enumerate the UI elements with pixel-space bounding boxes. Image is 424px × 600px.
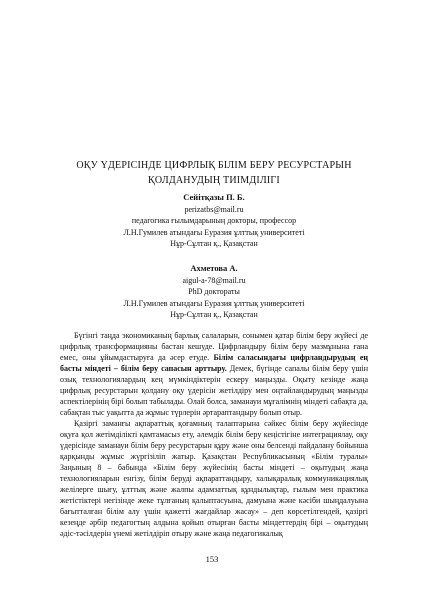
author-city: Нұр-Сұлтан қ., Қазақстан xyxy=(170,239,258,248)
paper-title xyxy=(60,158,368,188)
paragraph-1-bold: Білім саласындағы цифрландырудың ең басты міндеті – білім беру сапасын арттыру. xyxy=(60,353,368,373)
page-number: 153 xyxy=(205,554,219,564)
author-block-2 xyxy=(60,263,368,321)
paper-title-line-1: ОҚУ ҮДЕРІСІНДЕ ЦИФРЛЫҚ БІЛІМ БЕРУ РЕСУРСТАРЫН xyxy=(76,160,352,171)
paragraph-1-start: Бүгінгі таңда экономиканың барлық салаларын, сонымен қатар білім беру жүйесі де цифрлық трансформацияны бастан кешуде. Цифрландыру білім беру мазмұнына ғана емес, оны ұйымдастыруға да әсер етуде. xyxy=(60,331,368,362)
author-degree: педагогика ғылымдарының докторы, профессор xyxy=(131,216,297,225)
author-email: perizatbs@mail.ru xyxy=(184,204,244,214)
author-name: Сейітқазы П. Б. xyxy=(183,192,245,202)
author-name: Ахметова А. xyxy=(190,263,238,273)
paper-title-line-2: ҚОЛДАНУДЫҢ ТИІМДІЛІГІ xyxy=(148,175,280,186)
author-block-1 xyxy=(60,192,368,250)
author-university: Л.Н.Гумилев атындағы Еуразия ұлттық университеті xyxy=(123,298,305,308)
author-university: Л.Н.Гумилев атындағы Еуразия ұлттық университеті xyxy=(123,227,305,237)
author-degree: PhD доктораты xyxy=(188,287,240,296)
body-text xyxy=(60,330,368,539)
author-city: Нұр-Сұлтан қ., Қазақстан xyxy=(170,310,258,319)
paragraph-1 xyxy=(60,330,368,418)
author-email: aigul-a-78@mail.ru xyxy=(182,275,246,285)
paragraph-1-end: Демек, бүгінде сапалы білім беру үшін озық технологиялардың кең мүмкіндіктерін ескеру маңызды. Оқыту кезінде жаңа цифрлық ресурстарын қолдану оқу үдерісін жетілдіру мен оңтайландырудың маңызды аспектілерінің бірі болып табылады. Олай болса, заманауи мұғалімнің міндеті сабақта да, сабақтан тыс уақытта да жұмыс түрлерін әртараптандыру болып отыр. xyxy=(60,364,369,417)
paragraph-2: Қазіргі заманғы ақпараттық қоғамның талаптарына сәйкес білім беру жүйесінде оқуға қол жетімділікті қамтамасыз ету, әлемдік білім беру кеңістігіне интеграциялау, оқу үдерісінде заманауи білім беру ресурстарын құру және оны белсенді пайдалану бойынша қарқынды жұмыс жүргізіліп жатыр. Қазақстан Республикасының «Білім туралы» Заңының 8 – бабында «Білім беру жүйесінің басты міндеті – оқытудың жаңа технологияларын енгізу, білім беруді ақпараттандыру, халықаралық коммуникациялық желілерге шығу, ұлттық және жалпы адамзаттық құндылықтар, ғылым мен практика жетістіктері негізінде жеке тұлғаның қалыптасуына, дамуына және кәсіби шыңдалуына бағытталған білім алу үшін қажетті жағдайлар жасау» – деп көрсетілгендей, қазіргі кезеңде әрбір педагогтың алдына қойып отырған басты міндеттердің бірі – оқытудың әдіс-тәсілдерін үнемі жетілдіріп отыру және жаңа педагогикалық xyxy=(60,419,368,538)
